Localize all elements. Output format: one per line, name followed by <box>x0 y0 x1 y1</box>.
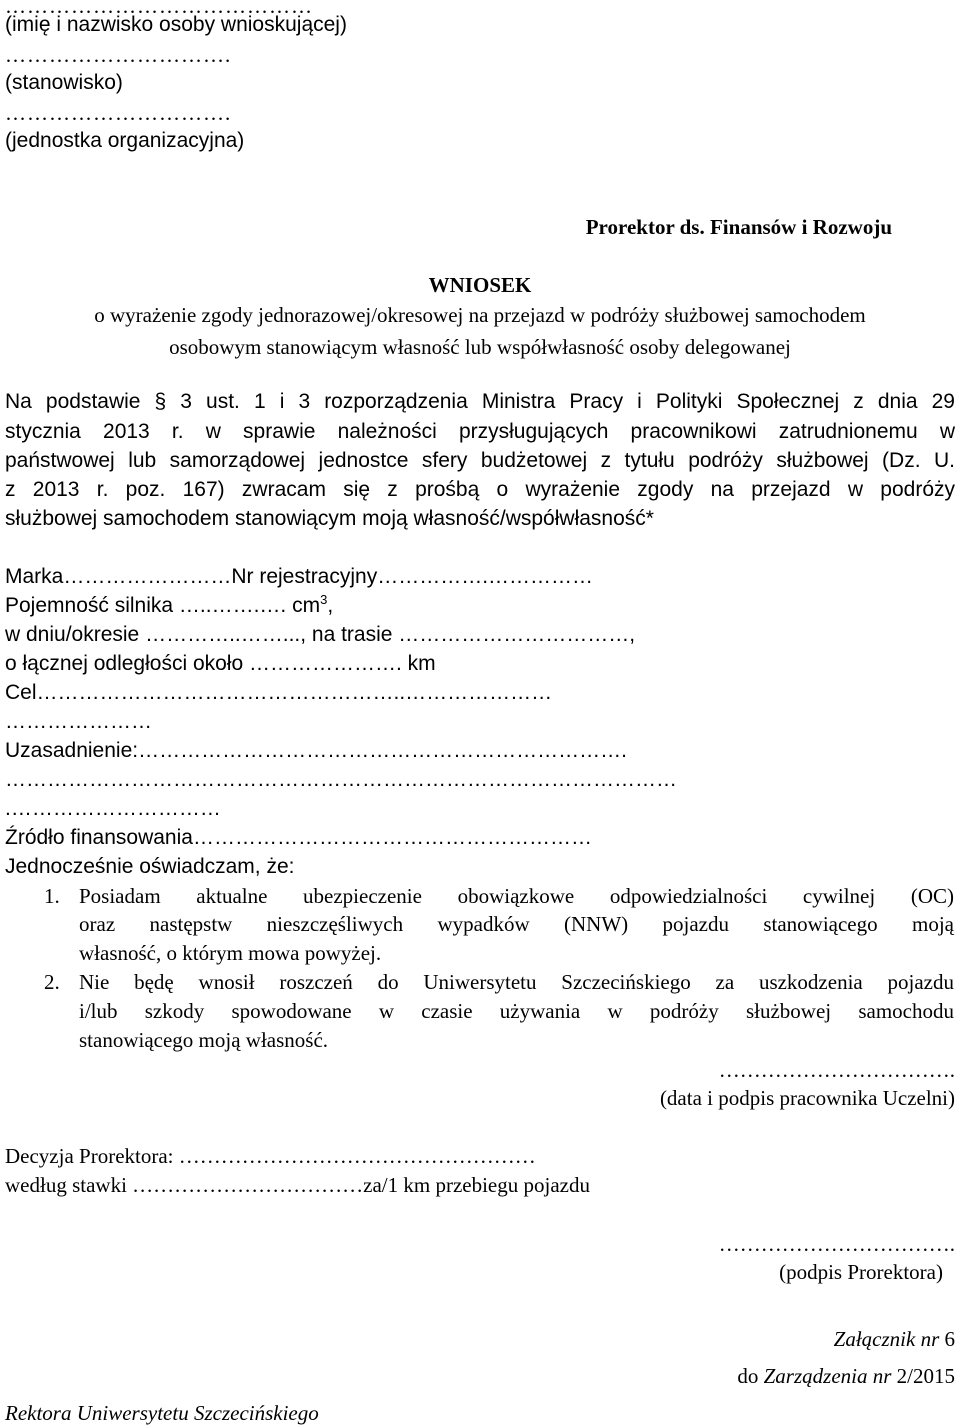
employee-signature-label: (data i podpis pracownika Uczelni) <box>659 1086 955 1110</box>
declaration-line: stanowiącego moją własność. <box>79 1028 329 1052</box>
zarzadzenie-label-a: do <box>737 1364 764 1388</box>
zalacznik-label-b: 6 <box>939 1327 955 1351</box>
body-line: z 2013 r. poz. 167) zwracam się z prośbą o wyrażenie zgody na przejazd w podróży <box>5 478 955 501</box>
rektora-label: Rektora Uniwersytetu Szczecińskiego <box>5 1401 319 1425</box>
zalacznik-label <box>834 1329 955 1350</box>
applicant-name-label: (imię i nazwisko osoby wnioskującej) <box>5 13 347 36</box>
zarzadzenie-label-c: 2/2015 <box>891 1364 955 1388</box>
applicant-name-dots: …………………………………… <box>5 0 313 18</box>
field-cel-cont: ………………… <box>5 710 152 733</box>
declaration-line: i/lub szkody spowodowane w czasie używania w podróży służbowej samochodu <box>79 999 954 1023</box>
field-cel: Cel……………………………………………..………………… <box>5 681 553 704</box>
field-uzasadnienie: Uzasadnienie:……………………………………………………………. <box>5 739 627 762</box>
field-dniu: w dniu/okresie …………..……..., na trasie ……………………………, <box>5 623 636 646</box>
employee-signature-dots: ……………………………. <box>718 1058 955 1082</box>
rector-signature-dots: ……………………………. <box>718 1232 955 1256</box>
zarzadzenie-label <box>737 1366 955 1387</box>
field-pojemnosc-comma: , <box>327 594 334 617</box>
declaration-number: 2. <box>44 970 60 994</box>
body-line: państwowej lub samorządowej jednostce sfery budżetowej z tytułu podróży służbowej (Dz. U. <box>5 449 955 472</box>
form-subtitle-2: osobowym stanowiącym własność lub współwłasność osoby delegowanej <box>169 335 791 359</box>
addressee: Prorektor ds. Finansów i Rozwoju <box>585 215 892 239</box>
applicant-unit-label: (jednostka organizacyjna) <box>5 129 245 152</box>
field-oswiadczam: Jednocześnie oświadczam, że: <box>5 855 295 878</box>
form-subtitle-1: o wyrażenie zgody jednorazowej/okresowej na przejazd w podróży służbowej samochodem <box>94 303 866 327</box>
declaration-line: Posiadam aktualne ubezpieczenie obowiązkowe odpowiedzialności cywilnej (OC) <box>79 884 954 908</box>
body-line: służbowej samochodem stanowiącym moją własność/współwłasność* <box>5 507 654 530</box>
rector-signature-label: (podpis Prorektora) <box>779 1260 943 1284</box>
decision-line-2: według stawki ……………………………za/1 km przebiegu pojazdu <box>5 1173 590 1197</box>
field-pojemnosc <box>5 592 334 617</box>
decision-line-1: Decyzja Prorektora: …………………………………………… <box>5 1144 536 1168</box>
field-marka: Marka……………………Nr rejestracyjny…………….…………… <box>5 565 594 588</box>
field-uzasadnienie-cont2: .………………………… <box>5 797 221 820</box>
body-line: stycznia 2013 r. w sprawie należności przysługujących pracownikowi zatrudnionemu w <box>5 420 955 443</box>
field-zrodlo: Źródło finansowania………………………………………………… <box>5 826 592 849</box>
declaration-line: oraz następstw nieszczęśliwych wypadków (NNW) pojazdu stanowiącego moją <box>79 912 954 936</box>
form-title: WNIOSEK <box>428 273 532 297</box>
declaration-line: własność, o którym mowa powyżej. <box>79 941 382 965</box>
field-pojemnosc-sup: 3 <box>320 592 328 607</box>
zarzadzenie-label-b: Zarządzenia nr <box>763 1364 892 1388</box>
body-line: Na podstawie § 3 ust. 1 i 3 rozporządzenia Ministra Pracy i Polityki Społecznej z dnia 29 <box>5 390 955 413</box>
declaration-number: 1. <box>44 884 60 908</box>
applicant-position-label: (stanowisko) <box>5 71 123 94</box>
zalacznik-label-a: Załącznik nr <box>833 1327 940 1351</box>
field-pojemnosc-text: Pojemność silnika …..…….…. cm <box>5 594 321 617</box>
declaration-line: Nie będę wnosił roszczeń do Uniwersytetu Szczecińskiego za uszkodzenia pojazdu <box>79 970 954 994</box>
applicant-unit-dots: …………………………. <box>5 101 232 125</box>
field-uzasadnienie-cont1: …………………………………………………………………………………… <box>5 768 677 791</box>
field-odleglosc: o łącznej odległości około …………………. km <box>5 652 436 675</box>
applicant-position-dots: …………………………. <box>5 43 232 67</box>
